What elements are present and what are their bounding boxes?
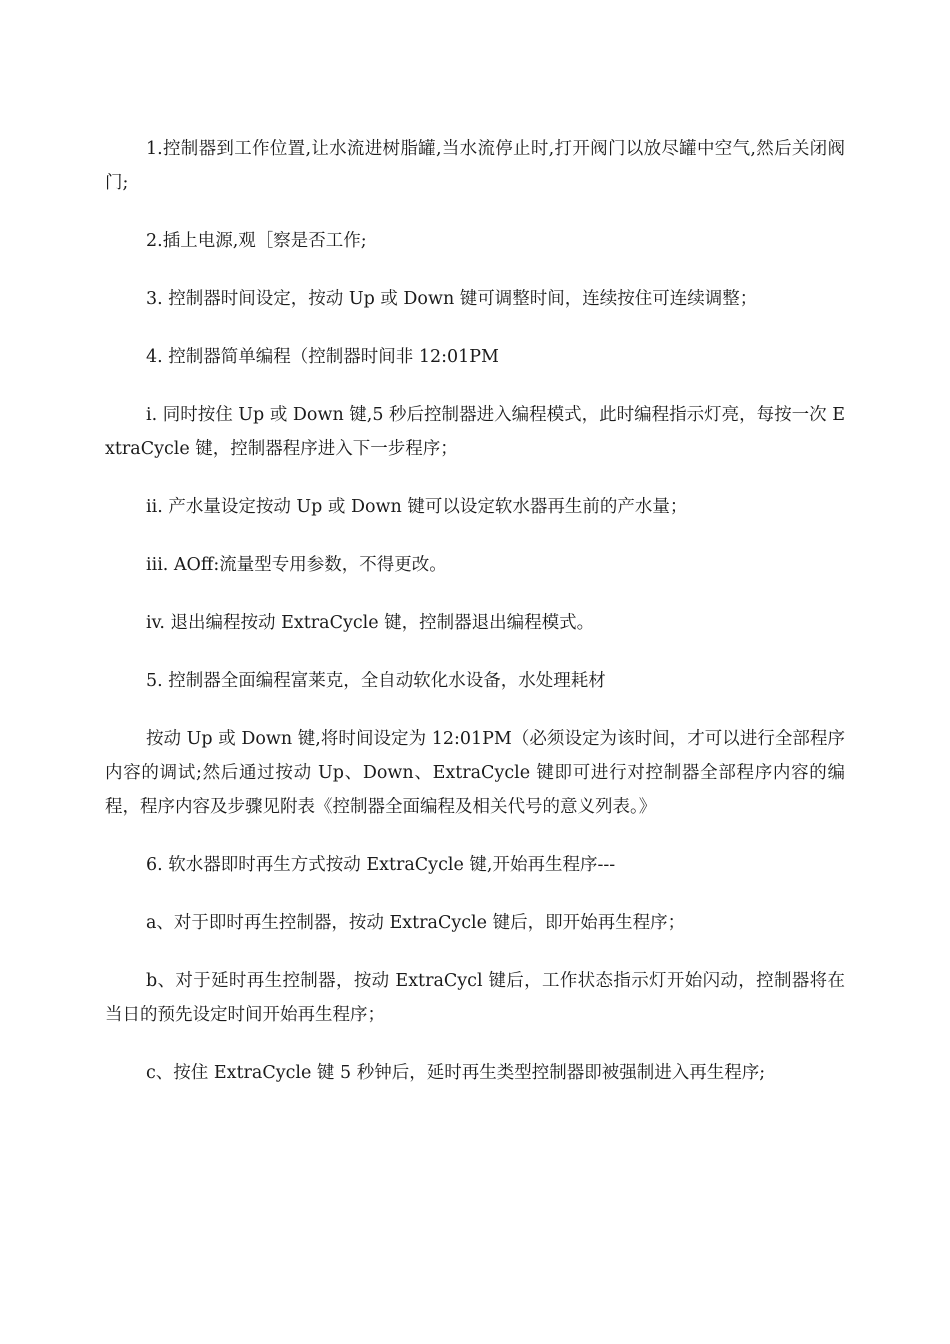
paragraph-substep-ii: ii. 产水量设定按动 Up 或 Down 键可以设定软水器再生前的产水量；: [146, 497, 688, 517]
paragraph-step-1: 1.控制器到工作位置,让水流进树脂罐,当水流停止时,打开阀门以放尽罐中空气,然后关闭阀门;: [105, 139, 845, 193]
paragraph-step-4: 4. 控制器简单编程（控制器时间非 12:01PM: [146, 347, 499, 367]
document-body: [105, 132, 845, 1114]
paragraph-substep-b: b、对于延时再生控制器，按动 ExtraCycl 键后，工作状态指示灯开始闪动，控制器将在当日的预先设定时间开始再生程序；: [105, 971, 845, 1025]
paragraph-step-6: 6. 软水器即时再生方式按动 ExtraCycle 键,开始再生程序---: [146, 855, 616, 875]
paragraph-substep-i: i. 同时按住 Up 或 Down 键,5 秒后控制器进入编程模式，此时编程指示灯亮，每按一次 ExtraCycle 键，控制器程序进入下一步程序；: [105, 405, 845, 459]
paragraph-substep-a: a、对于即时再生控制器，按动 ExtraCycle 键后，即开始再生程序；: [146, 913, 686, 933]
paragraph-step-5-detail: 按动 Up 或 Down 键,将时间设定为 12:01PM（必须设定为该时间，才可以进行全部程序内容的调试;然后通过按动 Up、Down、ExtraCycle 键即可进行对控制器全部程序内容的编程，程序内容及步骤见附表《控制器全面编程及相关代号的意义列表。》: [105, 729, 845, 817]
paragraph-substep-iii: iii. AOff:流量型专用参数，不得更改。: [146, 555, 447, 575]
paragraph-step-5: 5. 控制器全面编程富莱克，全自动软化水设备，水处理耗材: [146, 671, 606, 691]
paragraph-step-3: 3. 控制器时间设定，按动 Up 或 Down 键可调整时间，连续按住可连续调整；: [146, 289, 758, 309]
paragraph-step-2: 2.插上电源,观［察是否工作;: [146, 231, 367, 251]
paragraph-substep-iv: iv. 退出编程按动 ExtraCycle 键，控制器退出编程模式。: [146, 613, 595, 633]
paragraph-substep-c: c、按住 ExtraCycle 键 5 秒钟后，延时再生类型控制器即被强制进入再生程序;: [146, 1063, 766, 1083]
